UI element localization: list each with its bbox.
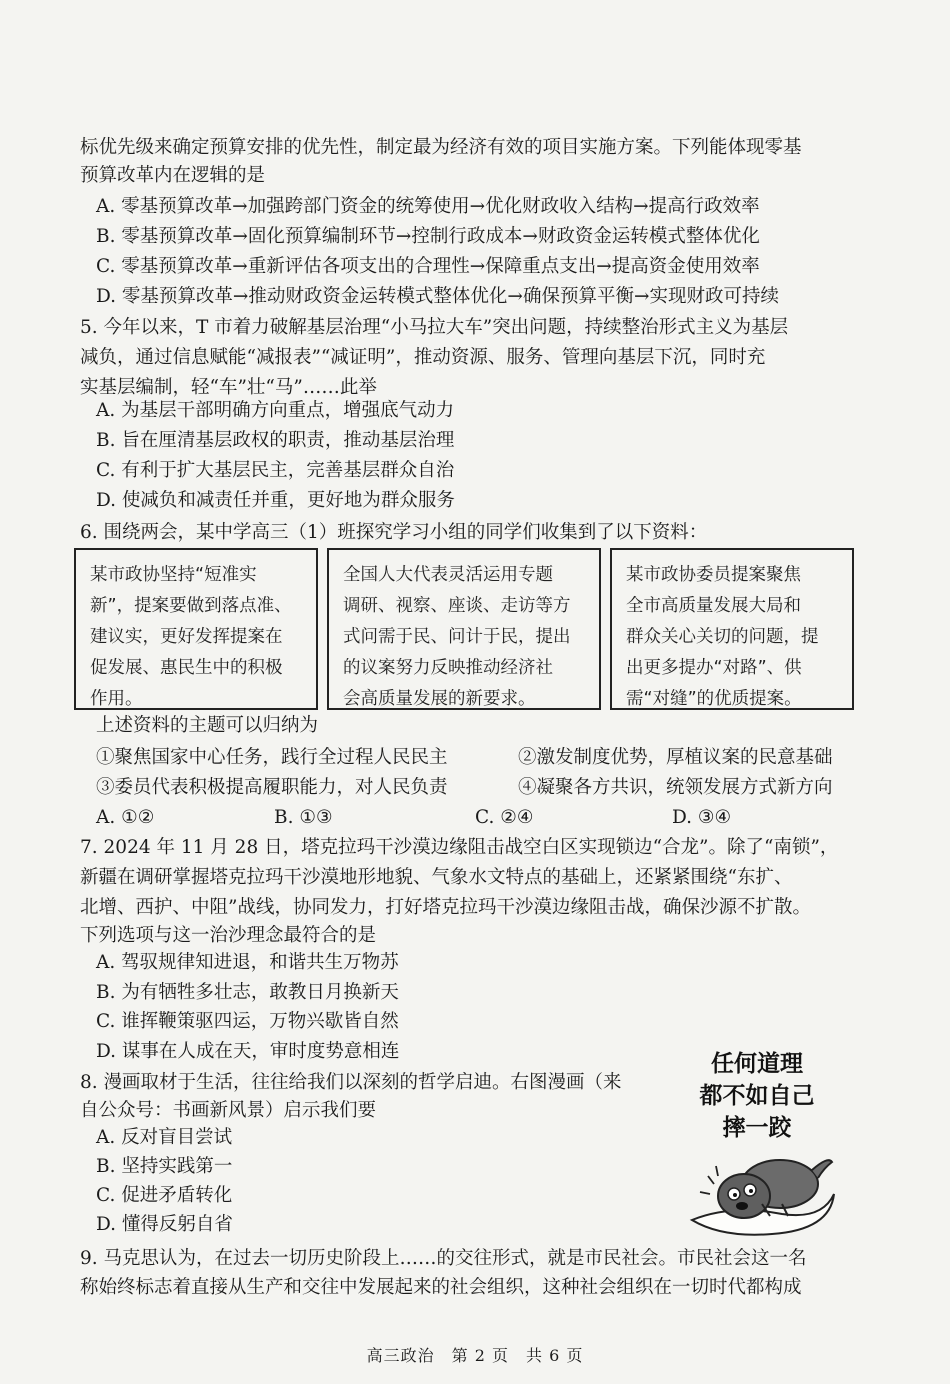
q7-stem-line-4: 下列选项与这一治沙理念最符合的是	[80, 925, 377, 946]
q6-option-a: A. ①②	[96, 807, 155, 828]
q4-option-b: B. 零基预算改革→固化预算编制环节→控制行政成本→财政资金运转模式整体优化	[96, 226, 760, 247]
q6-box-2-line-5: 会高质量发展的新要求。	[343, 689, 536, 709]
q6-box-1-line-1: 某市政协坚持“短准实	[90, 565, 257, 585]
q7-option-b: B. 为有牺牲多壮志，敢教日月换新天	[96, 982, 399, 1003]
q7-stem-line-2: 新疆在调研掌握塔克拉玛干沙漠地形地貌、气象水文特点的基础上，还紧紧围绕“东扩、	[80, 867, 793, 888]
q6-statement-2: ②激发制度优势，厚植议案的民意基础	[518, 747, 833, 768]
q6-box-3-line-5: 需“对缝”的优质提案。	[626, 689, 802, 709]
page-footer: 高三政治 第 2 页 共 6 页	[366, 1346, 584, 1365]
q6-option-c: C. ②④	[475, 807, 534, 828]
q6-box-2-line-4: 的议案努力反映推动经济社	[343, 658, 553, 678]
q6-box-1-line-3: 建议实，更好发挥提案在	[90, 627, 283, 647]
q6-summary: 上述资料的主题可以归纳为	[96, 715, 319, 736]
q6-material-box-1	[74, 548, 318, 710]
q4-option-a: A. 零基预算改革→加强跨部门资金的统筹使用→优化财政收入结构→提高行政效率	[96, 196, 760, 217]
q8-option-c: C. 促进矛盾转化	[96, 1185, 233, 1206]
q7-option-c: C. 谁挥鞭策驱四运，万物兴歇皆自然	[96, 1011, 399, 1032]
q6-box-1-line-5: 作用。	[90, 689, 143, 709]
q4-option-c: C. 零基预算改革→重新评估各项支出的合理性→保障重点支出→提高资金使用效率	[96, 256, 760, 277]
q5-option-c: C. 有利于扩大基层民主，完善基层群众自治	[96, 460, 455, 481]
q5-stem-line-1: 5. 今年以来，T 市着力破解基层治理“小马拉大车”突出问题，持续整治形式主义为基层	[80, 317, 789, 338]
q6-box-2-line-3: 式问需于民、问计于民，提出	[343, 627, 571, 647]
q4-intro-line-1: 标优先级来确定预算安排的优先性，制定最为经济有效的项目实施方案。下列能体现零基	[80, 137, 802, 158]
q6-box-2-line-1: 全国人大代表灵活运用专题	[343, 565, 553, 585]
q8-stem-line-1: 8. 漫画取材于生活，往往给我们以深刻的哲学启迪。右图漫画（来	[80, 1072, 622, 1093]
q8-stem-line-2: 自公众号：书画新风景）启示我们要	[80, 1100, 377, 1121]
q4-option-d: D. 零基预算改革→推动财政资金运转模式整体优化→确保预算平衡→实现财政可持续	[96, 286, 779, 307]
q5-stem-line-2: 减负，通过信息赋能“减报表”“减证明”，推动资源、服务、管理向基层下沉，同时充	[80, 347, 766, 368]
q8-option-a: A. 反对盲目尝试	[96, 1127, 233, 1148]
q5-option-b: B. 旨在厘清基层政权的职责，推动基层治理	[96, 430, 455, 451]
q8-option-b: B. 坚持实践第一	[96, 1156, 233, 1177]
q6-box-1-line-2: 新”，提案要做到落点准、	[90, 596, 292, 616]
cartoon-caption-line-3: 摔一跤	[722, 1115, 792, 1141]
q8-option-d: D. 懂得反躬自省	[96, 1214, 233, 1235]
cartoon-caption-line-1: 任何道理	[711, 1051, 803, 1077]
q6-statement-4: ④凝聚各方共识，统领发展方式新方向	[518, 777, 833, 798]
q5-option-a: A. 为基层干部明确方向重点，增强底气动力	[96, 400, 455, 421]
q6-box-3-line-4: 出更多提办“对路”、供	[626, 658, 802, 678]
q5-option-d: D. 使减负和减责任并重，更好地为群众服务	[96, 490, 455, 511]
q7-stem-line-1: 7. 2024 年 11 月 28 日，塔克拉玛干沙漠边缘阻击战空白区实现锁边“合龙”。除了“南锁”，	[80, 837, 839, 858]
q7-stem-line-3: 北增、西护、中阻”战线，协同发力，打好塔克拉玛干沙漠边缘阻击战，确保沙源不扩散。	[80, 897, 811, 918]
q6-stem: 6. 围绕两会，某中学高三（1）班探究学习小组的同学们收集到了以下资料：	[80, 522, 708, 543]
q4-intro-line-2: 预算改革内在逻辑的是	[80, 165, 266, 186]
q9-stem-line-2: 称始终标志着直接从生产和交往中发展起来的社会组织，这种社会组织在一切时代都构成	[80, 1277, 802, 1298]
q7-option-a: A. 驾驭规律知进退，和谐共生万物苏	[96, 952, 399, 973]
q6-statement-1: ①聚焦国家中心任务，践行全过程人民民主	[96, 747, 448, 768]
q6-box-3-line-2: 全市高质量发展大局和	[626, 596, 801, 616]
q6-statement-3: ③委员代表积极提高履职能力，对人民负责	[96, 777, 448, 798]
q6-box-1-line-4: 促发展、惠民生中的积极	[90, 658, 283, 678]
q6-material-box-3	[610, 548, 854, 710]
q5-stem-line-3: 实基层编制，轻“车”壮“马”……此举	[80, 377, 377, 398]
q6-box-2-line-2: 调研、视察、座谈、走访等方	[343, 596, 571, 616]
q9-stem-line-1: 9. 马克思认为，在过去一切历史阶段上……的交往形式，就是市民社会。市民社会这一名	[80, 1248, 807, 1269]
cartoon-caption-line-2: 都不如自己	[699, 1083, 815, 1109]
q6-material-box-2	[327, 548, 601, 710]
q6-box-3-line-3: 群众关心关切的问题，提	[626, 627, 819, 647]
q6-option-b: B. ①③	[274, 807, 333, 828]
fallen-dog-illustration	[672, 1044, 842, 1240]
q8-cartoon	[672, 1044, 842, 1240]
q6-option-d: D. ③④	[672, 807, 732, 828]
q7-option-d: D. 谋事在人成在天，审时度势意相连	[96, 1041, 400, 1062]
q6-box-3-line-1: 某市政协委员提案聚焦	[626, 565, 801, 585]
